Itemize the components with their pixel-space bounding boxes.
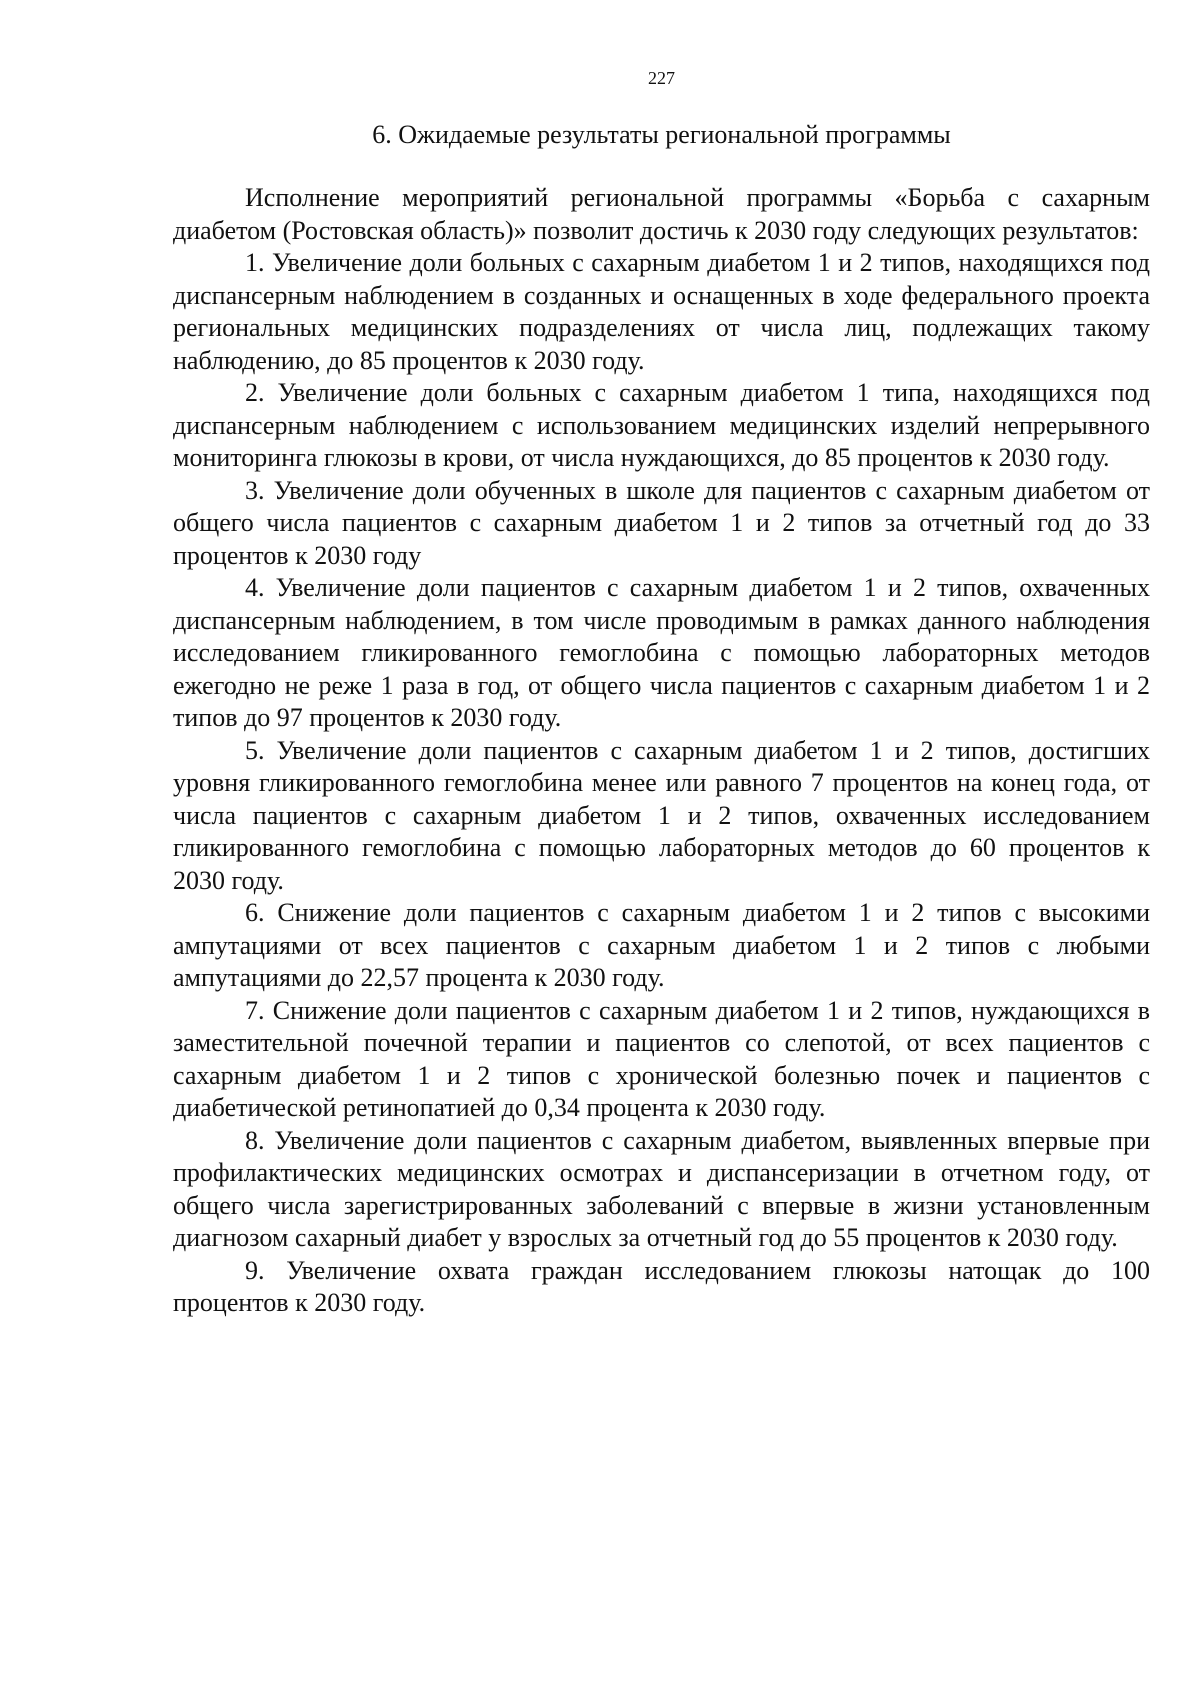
result-item-5: 5. Увеличение доли пациентов с сахарным диабетом 1 и 2 типов, достигших уровня гликированного гемоглобина менее или равного 7 процентов на конец года, от числа пациентов с сахарным диабетом 1 и 2 типов, охваченных исследованием гликированного гемоглобина с помощью лабораторных методов до 60 процентов к 2030 году. bbox=[173, 735, 1150, 895]
intro-paragraph: Исполнение мероприятий региональной программы «Борьба с сахарным диабетом (Ростовская область)» позволит достичь к 2030 году следующих результатов: bbox=[173, 183, 1150, 245]
result-item-4: 4. Увеличение доли пациентов с сахарным диабетом 1 и 2 типов, охваченных диспансерным наблюдением, в том числе проводимым в рамках данного наблюдения исследованием гликированного гемоглобина с помощью лабораторных методов ежегодно не реже 1 раза в год, от общего числа пациентов с сахарным диабетом 1 и 2 типов до 97 процентов к 2030 году. bbox=[173, 573, 1150, 732]
result-item-8: 8. Увеличение доли пациентов с сахарным диабетом, выявленных впервые при профилактических медицинских осмотрах и диспансеризации в отчетном году, от общего числа зарегистрированных заболеваний с впервые в жизни установленным диагнозом сахарный диабет у взрослых за отчетный год до 55 процентов к 2030 году. bbox=[173, 1125, 1150, 1252]
result-item-3: 3. Увеличение доли обученных в школе для пациентов с сахарным диабетом от общего числа пациентов с сахарным диабетом 1 и 2 типов за отчетный год до 33 процентов к 2030 году bbox=[173, 475, 1150, 570]
section-heading: 6. Ожидаемые результаты региональной программы bbox=[372, 120, 951, 149]
page-number: 227 bbox=[648, 68, 675, 88]
result-item-2: 2. Увеличение доли больных с сахарным диабетом 1 типа, находящихся под диспансерным наблюдением с использованием медицинских изделий непрерывного мониторинга глюкозы в крови, от числа нуждающихся, до 85 процентов к 2030 году. bbox=[173, 378, 1150, 472]
section-body bbox=[173, 182, 1150, 1320]
result-item-6: 6. Снижение доли пациентов с сахарным диабетом 1 и 2 типов с высокими ампутациями от всех пациентов с сахарным диабетом 1 и 2 типов с любыми ампутациями до 22,57 процента к 2030 году. bbox=[173, 898, 1150, 992]
result-item-9: 9. Увеличение охвата граждан исследованием глюкозы натощак до 100 процентов к 2030 году. bbox=[173, 1255, 1150, 1317]
result-item-7: 7. Снижение доли пациентов с сахарным диабетом 1 и 2 типов, нуждающихся в заместительной почечной терапии и пациентов со слепотой, от всех пациентов с сахарным диабетом 1 и 2 типов с хронической болезнью почек и пациентов с диабетической ретинопатией до 0,34 процента к 2030 году. bbox=[173, 995, 1150, 1122]
result-item-1: 1. Увеличение доли больных с сахарным диабетом 1 и 2 типов, находящихся под диспансерным наблюдением в созданных и оснащенных в ходе федерального проекта региональных медицинских подразделениях от числа лиц, подлежащих такому наблюдению, до 85 процентов к 2030 году. bbox=[173, 248, 1150, 375]
